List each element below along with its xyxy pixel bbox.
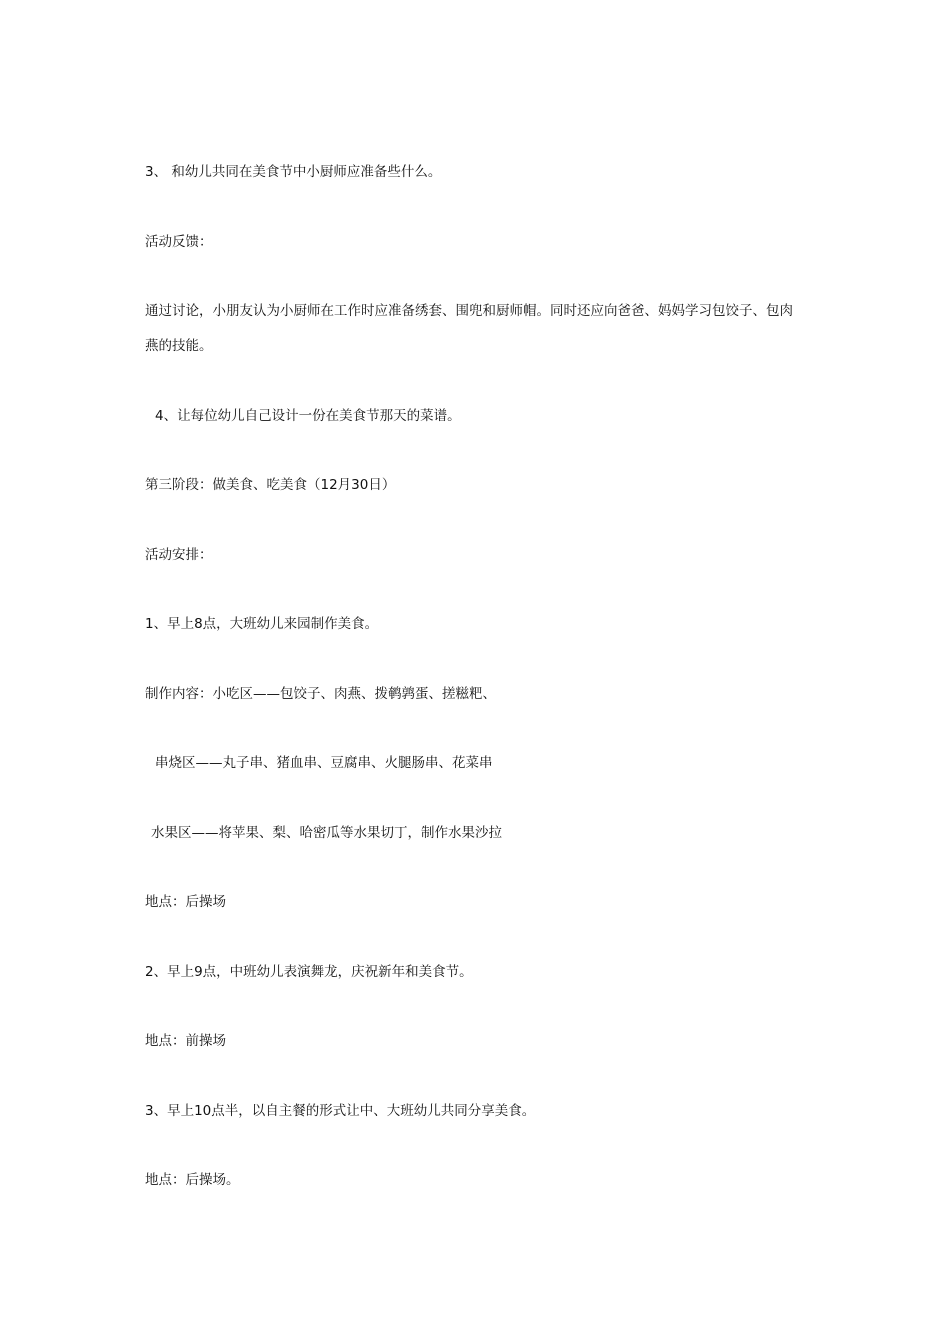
feedback-paragraph-line-1: 通过讨论，小朋友认为小厨师在工作时应准备绣套、围兜和厨师帽。同时还应向爸爸、妈妈学习包饺子、包肉 (145, 303, 793, 319)
production-content-snack-area: 制作内容：小吃区——包饺子、肉燕、拨鹌鹑蛋、搓糍粑、 (145, 686, 496, 702)
step-3-prepare-items: 3、 和幼儿共同在美食节中小厨师应准备些什么。 (145, 164, 442, 180)
production-content-fruit-area: 水果区——将苹果、梨、哈密瓜等水果切丁，制作水果沙拉 (151, 825, 502, 841)
stage-three-heading: 第三阶段：做美食、吃美食（12月30日） (145, 477, 396, 493)
arrangement-item-2: 2、早上9点，中班幼儿表演舞龙，庆祝新年和美食节。 (145, 964, 473, 980)
activity-arrangement-heading: 活动安排： (145, 547, 213, 563)
activity-feedback-heading: 活动反馈： (145, 234, 213, 250)
feedback-paragraph-line-2: 燕的技能。 (145, 338, 213, 354)
location-front-playground: 地点：前操场 (145, 1033, 226, 1049)
location-back-playground-final: 地点：后操场。 (145, 1172, 240, 1188)
production-content-skewer-area: 串烧区——丸子串、猪血串、豆腐串、火腿肠串、花菜串 (155, 755, 493, 771)
step-4-menu-design: 4、让每位幼儿自己设计一份在美食节那天的菜谱。 (155, 408, 461, 424)
arrangement-item-1: 1、早上8点，大班幼儿来园制作美食。 (145, 616, 379, 632)
arrangement-item-3: 3、早上10点半，以自主餐的形式让中、大班幼儿共同分享美食。 (145, 1103, 536, 1119)
location-back-playground: 地点：后操场 (145, 894, 226, 910)
